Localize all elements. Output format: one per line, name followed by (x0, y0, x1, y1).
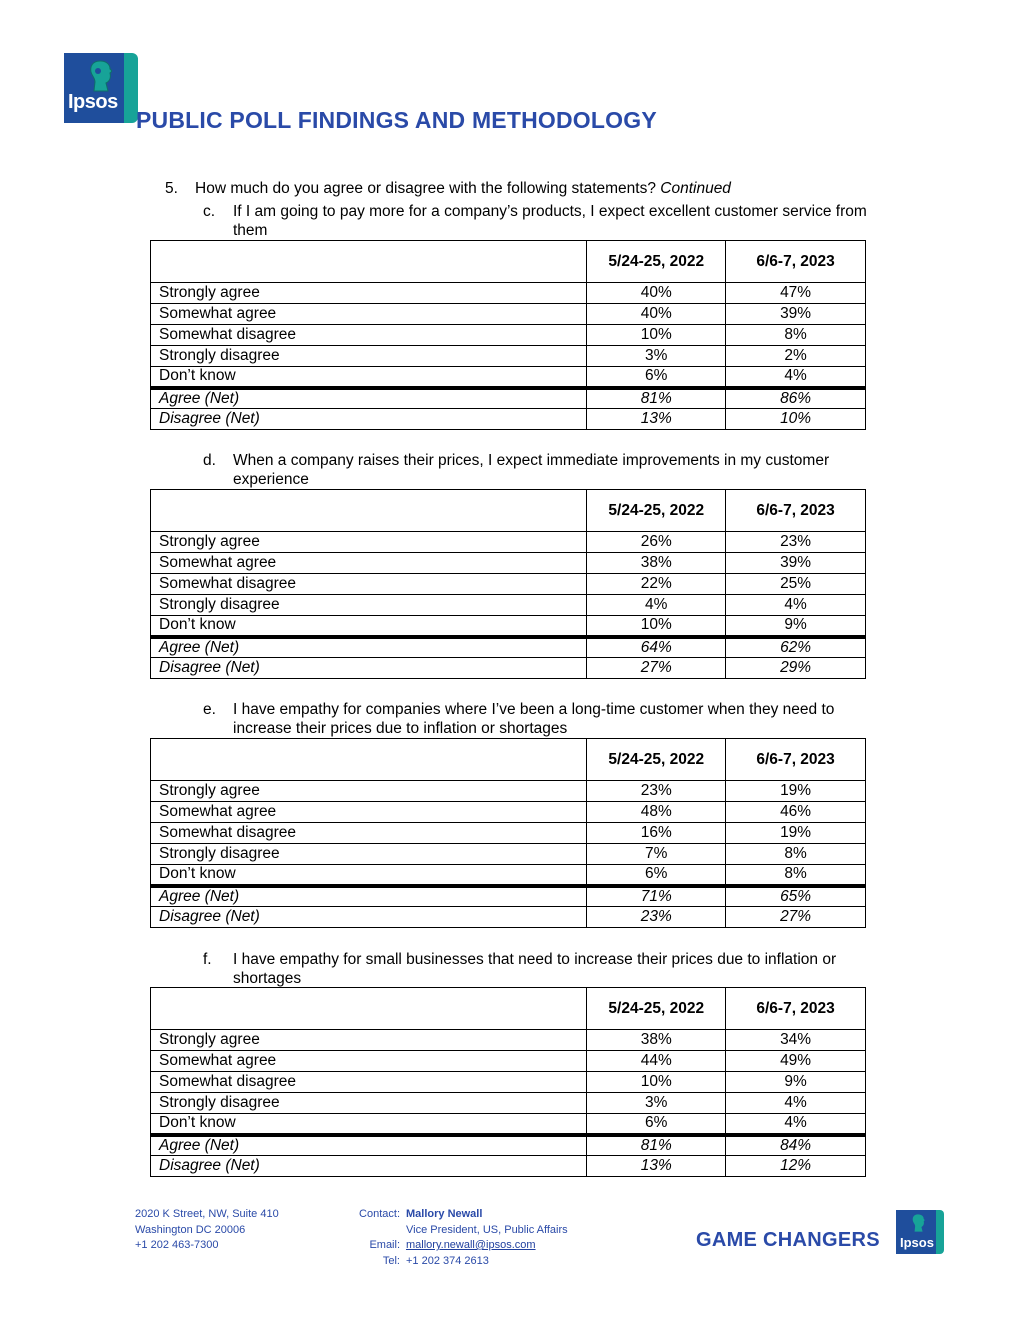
net-row (151, 658, 866, 679)
value-2023: 39% (726, 304, 866, 325)
table-row (151, 1093, 866, 1114)
page-title: PUBLIC POLL FINDINGS AND METHODOLOGY (136, 107, 657, 133)
value-2022: 10% (587, 325, 726, 346)
statement-text: When a company raises their prices, I expect immediate improvements in my customer experience (233, 452, 830, 488)
row-label: Somewhat agree (151, 304, 587, 325)
net-row (151, 409, 866, 430)
statement-letter: e. (203, 701, 216, 718)
value-2023: 34% (726, 1030, 866, 1051)
net-row (151, 637, 866, 658)
table-row (151, 346, 866, 367)
row-label: Strongly agree (151, 781, 587, 802)
value-2023: 9% (726, 1072, 866, 1093)
column-header-2022: 5/24-25, 2022 (587, 739, 726, 781)
value-2023: 25% (726, 574, 866, 595)
table-row (151, 844, 866, 865)
value-2023: 12% (726, 1156, 866, 1177)
value-2023: 4% (726, 1114, 866, 1135)
value-2023: 4% (726, 367, 866, 388)
net-row (151, 886, 866, 907)
column-header-2022: 5/24-25, 2022 (587, 490, 726, 532)
net-row (151, 1156, 866, 1177)
row-label: Don’t know (151, 616, 587, 637)
value-2022: 6% (587, 367, 726, 388)
value-2023: 19% (726, 781, 866, 802)
column-header-2022: 5/24-25, 2022 (587, 988, 726, 1030)
statement-f (203, 950, 893, 988)
value-2022: 48% (587, 802, 726, 823)
value-2022: 71% (587, 886, 726, 907)
column-header-2023: 6/6-7, 2023 (726, 490, 866, 532)
value-2022: 81% (587, 1135, 726, 1156)
head-silhouette-icon (86, 59, 114, 93)
row-label: Strongly agree (151, 283, 587, 304)
statement-e (203, 700, 893, 738)
statement-text: If I am going to pay more for a company’s products, I expect excellent customer service from them (233, 203, 867, 239)
value-2022: 13% (587, 409, 726, 430)
value-2022: 81% (587, 388, 726, 409)
header-blank-cell (151, 988, 587, 1030)
header-blank-cell (151, 739, 587, 781)
table-row (151, 781, 866, 802)
email-label: Email: (369, 1239, 400, 1251)
value-2023: 47% (726, 283, 866, 304)
tagline: GAME CHANGERS (696, 1229, 880, 1251)
results-table-f (150, 987, 866, 1177)
row-label: Somewhat agree (151, 553, 587, 574)
row-label: Somewhat disagree (151, 1072, 587, 1093)
ipsos-logo (64, 53, 138, 123)
value-2023: 27% (726, 907, 866, 928)
contact-label: Contact: (359, 1208, 400, 1220)
statement-text: I have empathy for small businesses that need to increase their prices due to inflation or shortages (233, 951, 837, 987)
row-label: Somewhat disagree (151, 325, 587, 346)
net-label: Agree (Net) (151, 637, 587, 658)
row-label: Strongly agree (151, 532, 587, 553)
value-2023: 10% (726, 409, 866, 430)
value-2023: 49% (726, 1051, 866, 1072)
table-row (151, 1051, 866, 1072)
statement-c (203, 202, 893, 240)
continued-label: Continued (660, 180, 731, 197)
value-2022: 27% (587, 658, 726, 679)
row-label: Somewhat disagree (151, 574, 587, 595)
value-2022: 64% (587, 637, 726, 658)
table-row (151, 553, 866, 574)
value-2022: 26% (587, 532, 726, 553)
value-2022: 10% (587, 1072, 726, 1093)
statement-d (203, 451, 893, 489)
net-label: Disagree (Net) (151, 907, 587, 928)
question-number: 5. (165, 180, 178, 197)
row-label: Somewhat disagree (151, 823, 587, 844)
table-row (151, 283, 866, 304)
statement-letter: d. (203, 452, 216, 469)
ipsos-logo-small (896, 1210, 944, 1254)
row-label: Don’t know (151, 865, 587, 886)
head-silhouette-icon (910, 1213, 926, 1233)
table-row (151, 616, 866, 637)
footer-contact-details (406, 1207, 568, 1269)
table-row (151, 1072, 866, 1093)
value-2023: 39% (726, 553, 866, 574)
value-2022: 44% (587, 1051, 726, 1072)
statement-text: I have empathy for companies where I’ve been a long-time customer when they need to increase their prices due to inflation or shortages (233, 701, 835, 737)
table-row (151, 595, 866, 616)
table-row (151, 865, 866, 886)
column-header-2023: 6/6-7, 2023 (726, 739, 866, 781)
contact-name: Mallory Newall (406, 1208, 483, 1220)
table-row (151, 802, 866, 823)
value-2023: 62% (726, 637, 866, 658)
results-table-c (150, 240, 866, 430)
address-line: Washington DC 20006 (135, 1223, 246, 1236)
value-2022: 38% (587, 1030, 726, 1051)
question-heading (165, 180, 731, 198)
value-2022: 23% (587, 907, 726, 928)
value-2023: 29% (726, 658, 866, 679)
value-2022: 3% (587, 346, 726, 367)
net-label: Disagree (Net) (151, 658, 587, 679)
net-row (151, 388, 866, 409)
contact-email-link[interactable]: mallory.newall@ipsos.com (406, 1239, 536, 1251)
value-2023: 8% (726, 325, 866, 346)
table-row (151, 532, 866, 553)
results-table-d (150, 489, 866, 679)
value-2022: 13% (587, 1156, 726, 1177)
row-label: Strongly disagree (151, 1093, 587, 1114)
column-header-2023: 6/6-7, 2023 (726, 241, 866, 283)
value-2022: 4% (587, 595, 726, 616)
footer-address (135, 1207, 279, 1254)
statement-letter: c. (203, 203, 216, 220)
value-2022: 6% (587, 1114, 726, 1135)
net-label: Disagree (Net) (151, 409, 587, 430)
header-blank-cell (151, 241, 587, 283)
value-2022: 7% (587, 844, 726, 865)
value-2022: 10% (587, 616, 726, 637)
row-label: Somewhat agree (151, 802, 587, 823)
contact-tel: +1 202 374 2613 (406, 1254, 489, 1267)
value-2023: 19% (726, 823, 866, 844)
value-2023: 4% (726, 595, 866, 616)
table-row (151, 367, 866, 388)
address-phone: +1 202 463-7300 (135, 1239, 219, 1251)
value-2022: 6% (587, 865, 726, 886)
table-row (151, 823, 866, 844)
table-row (151, 304, 866, 325)
value-2023: 86% (726, 388, 866, 409)
column-header-2022: 5/24-25, 2022 (587, 241, 726, 283)
logo-wordmark: Ipsos (68, 91, 118, 113)
table-row (151, 1114, 866, 1135)
results-table-e (150, 738, 866, 928)
net-label: Agree (Net) (151, 886, 587, 907)
value-2023: 2% (726, 346, 866, 367)
column-header-2023: 6/6-7, 2023 (726, 988, 866, 1030)
net-row (151, 907, 866, 928)
row-label: Strongly agree (151, 1030, 587, 1051)
statement-letter: f. (203, 951, 212, 968)
value-2023: 9% (726, 616, 866, 637)
net-row (151, 1135, 866, 1156)
net-label: Agree (Net) (151, 1135, 587, 1156)
value-2022: 3% (587, 1093, 726, 1114)
footer-contact-labels (340, 1207, 400, 1269)
value-2022: 38% (587, 553, 726, 574)
table-row (151, 325, 866, 346)
row-label: Don’t know (151, 1114, 587, 1135)
contact-title: Vice President, US, Public Affairs (406, 1223, 568, 1236)
value-2023: 4% (726, 1093, 866, 1114)
value-2023: 23% (726, 532, 866, 553)
value-2023: 46% (726, 802, 866, 823)
value-2023: 65% (726, 886, 866, 907)
value-2022: 23% (587, 781, 726, 802)
value-2023: 8% (726, 844, 866, 865)
row-label: Strongly disagree (151, 844, 587, 865)
row-label: Strongly disagree (151, 595, 587, 616)
tel-label: Tel: (382, 1254, 400, 1267)
question-text: How much do you agree or disagree with the following statements? (195, 180, 656, 197)
value-2023: 84% (726, 1135, 866, 1156)
header-blank-cell (151, 490, 587, 532)
value-2022: 16% (587, 823, 726, 844)
value-2023: 8% (726, 865, 866, 886)
net-label: Disagree (Net) (151, 1156, 587, 1177)
logo-wordmark: Ipsos (900, 1235, 934, 1250)
value-2022: 22% (587, 574, 726, 595)
table-row (151, 1030, 866, 1051)
table-row (151, 574, 866, 595)
row-label: Strongly disagree (151, 346, 587, 367)
net-label: Agree (Net) (151, 388, 587, 409)
row-label: Somewhat agree (151, 1051, 587, 1072)
value-2022: 40% (587, 283, 726, 304)
address-line: 2020 K Street, NW, Suite 410 (135, 1208, 279, 1220)
value-2022: 40% (587, 304, 726, 325)
row-label: Don’t know (151, 367, 587, 388)
